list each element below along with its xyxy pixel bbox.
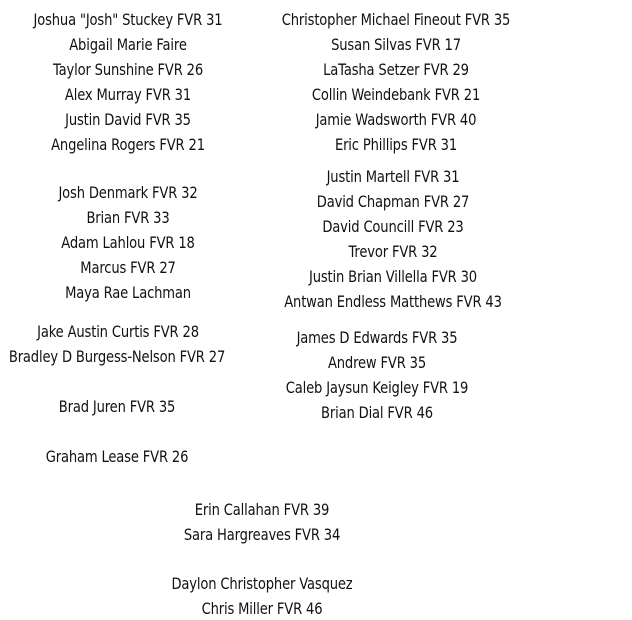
name-entry: Caleb Jaysun Keigley FVR 19 [285, 378, 469, 397]
name-entry: David Councill FVR 23 [322, 217, 464, 236]
name-entry: Marcus FVR 27 [80, 258, 176, 277]
name-entry: Joshua "Josh" Stuckey FVR 31 [33, 10, 223, 29]
name-entry: Maya Rae Lachman [65, 283, 191, 302]
name-entry: Eric Phillips FVR 31 [334, 135, 458, 154]
name-entry: Antwan Endless Matthews FVR 43 [284, 292, 502, 311]
name-entry: David Chapman FVR 27 [316, 192, 470, 211]
name-entry: Angelina Rogers FVR 21 [51, 135, 205, 154]
name-entry: Collin Weindebank FVR 21 [311, 85, 481, 104]
name-entry: Trevor FVR 32 [348, 242, 438, 261]
name-entry: Abigail Marie Faire [69, 35, 187, 54]
name-entry: James D Edwards FVR 35 [296, 328, 458, 347]
name-entry: Daylon Christopher Vasquez [171, 574, 353, 593]
name-entry: Brian Dial FVR 46 [321, 403, 433, 422]
name-entry: Brian FVR 33 [86, 208, 170, 227]
name-entry: Justin Martell FVR 31 [326, 167, 460, 186]
name-entry: Brad Juren FVR 35 [58, 397, 176, 416]
name-entry: Alex Murray FVR 31 [64, 85, 192, 104]
name-entry: Sara Hargreaves FVR 34 [183, 525, 341, 544]
name-entry: LaTasha Setzer FVR 29 [323, 60, 469, 79]
name-entry: Adam Lahlou FVR 18 [61, 233, 195, 252]
name-entry: Erin Callahan FVR 39 [194, 500, 330, 519]
name-entry: Graham Lease FVR 26 [45, 447, 189, 466]
name-entry: Bradley D Burgess-Nelson FVR 27 [8, 347, 226, 366]
name-entry: Jamie Wadsworth FVR 40 [315, 110, 477, 129]
name-entry: Justin Brian Villella FVR 30 [309, 267, 477, 286]
name-entry: Justin David FVR 35 [65, 110, 191, 129]
name-entry: Taylor Sunshine FVR 26 [52, 60, 204, 79]
name-entry: Jake Austin Curtis FVR 28 [37, 322, 199, 341]
name-entry: Chris Miller FVR 46 [201, 599, 323, 618]
name-entry: Susan Silvas FVR 17 [331, 35, 461, 54]
name-entry: Christopher Michael Fineout FVR 35 [281, 10, 511, 29]
name-entry: Andrew FVR 35 [327, 353, 427, 372]
name-entry: Josh Denmark FVR 32 [58, 183, 198, 202]
